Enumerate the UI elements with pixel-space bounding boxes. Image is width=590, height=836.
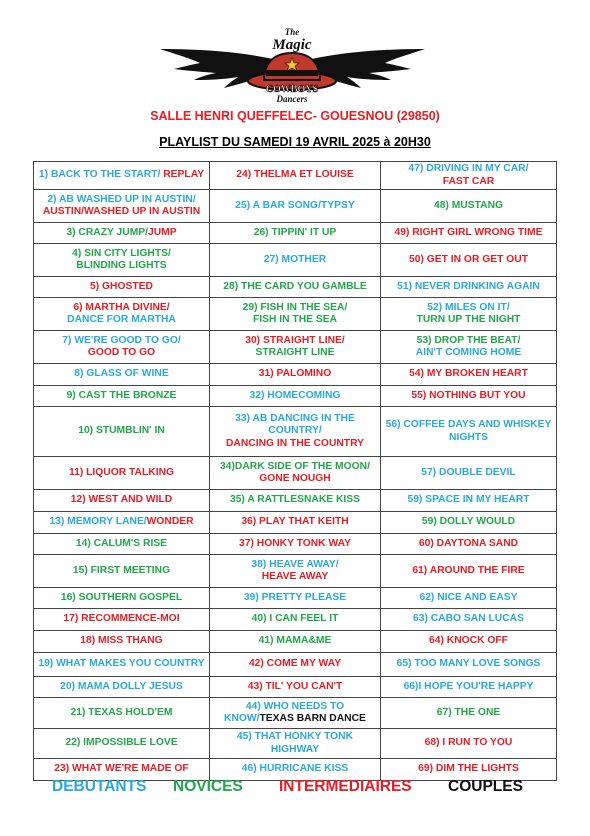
song-title-segment: 4) SIN CITY LIGHTS/ bbox=[72, 247, 171, 259]
playlist-row bbox=[34, 298, 557, 331]
playlist-cell bbox=[210, 555, 381, 588]
playlist-cell bbox=[210, 698, 381, 729]
playlist-cell bbox=[210, 490, 381, 512]
logo-text-cowboys: COWBOYS bbox=[265, 84, 319, 95]
playlist-cell bbox=[381, 555, 557, 588]
logo-text-the: The bbox=[284, 27, 300, 37]
song-title-segment: 2) AB WASHED UP IN AUSTIN/ bbox=[47, 193, 196, 205]
playlist-cell bbox=[210, 512, 381, 534]
song-title-segment: 55) NOTHING BUT YOU bbox=[411, 389, 526, 401]
playlist-cell bbox=[34, 677, 210, 698]
song-title-segment: 13) MEMORY LANE/ bbox=[49, 516, 147, 528]
song-title-segment: 20) MAMA DOLLY JESUS bbox=[60, 680, 183, 692]
playlist-cell bbox=[34, 331, 210, 364]
song-title-segment: AUSTIN/WASHED UP IN AUSTIN bbox=[42, 206, 201, 217]
song-title-segment: REPLAY bbox=[163, 169, 205, 181]
song-title-segment: 43) TIL' YOU CAN'T bbox=[247, 680, 343, 692]
song-title-segment: HIGHWAY bbox=[270, 743, 320, 755]
playlist-row bbox=[34, 190, 557, 223]
playlist-row bbox=[34, 386, 557, 407]
song-title-segment: DANCING IN THE COUNTRY bbox=[225, 437, 365, 449]
playlist-cell bbox=[381, 386, 557, 407]
playlist-cell bbox=[34, 609, 210, 631]
playlist-cell bbox=[210, 407, 381, 457]
playlist-cell bbox=[210, 677, 381, 698]
playlist-row bbox=[34, 631, 557, 653]
playlist-row bbox=[34, 729, 557, 759]
playlist-cell bbox=[381, 609, 557, 631]
playlist-cell bbox=[210, 331, 381, 364]
song-title-segment: 35) A RATTLESNAKE KISS bbox=[229, 494, 361, 506]
song-title-segment: 15) FIRST MEETING bbox=[72, 564, 171, 576]
playlist-cell bbox=[381, 653, 557, 677]
playlist-cell bbox=[381, 512, 557, 534]
song-title-segment: 41) MAMA&ME bbox=[258, 635, 332, 647]
playlist-cell bbox=[34, 190, 210, 223]
song-title-segment: 40) I CAN FEEL IT bbox=[251, 613, 339, 625]
song-title-segment: 17) RECOMMENCE-MOI bbox=[63, 613, 180, 625]
playlist-row bbox=[34, 331, 557, 364]
playlist-row bbox=[34, 223, 557, 244]
playlist-cell bbox=[34, 698, 210, 729]
song-title-segment: 3) CRAZY JUMP/ bbox=[66, 226, 149, 238]
song-title-segment: 47) DRIVING IN MY CAR/ bbox=[408, 163, 529, 174]
playlist-row bbox=[34, 609, 557, 631]
playlist-row bbox=[34, 490, 557, 512]
playlist-cell bbox=[210, 588, 381, 609]
song-title-segment: 51) NEVER DRINKING AGAIN bbox=[397, 280, 540, 292]
playlist-cell bbox=[34, 512, 210, 534]
song-title-segment: 46) HURRICANE KISS bbox=[241, 763, 349, 775]
song-title-segment: 28) THE CARD YOU GAMBLE bbox=[223, 280, 367, 292]
song-title-segment: COUNTRY/ bbox=[268, 425, 322, 437]
song-title-segment: 30) STRAIGHT LINE/ bbox=[245, 334, 345, 346]
playlist-row bbox=[34, 244, 557, 277]
song-title-segment: 6) MARTHA DIVINE/ bbox=[73, 301, 170, 313]
playlist-row bbox=[34, 653, 557, 677]
song-title-segment: 27) MOTHER bbox=[263, 253, 327, 265]
playlist-cell bbox=[34, 298, 210, 331]
song-title-segment: 39) PRETTY PLEASE bbox=[243, 591, 347, 603]
song-title-segment: 60) DAYTONA SAND bbox=[418, 537, 519, 549]
song-title-segment: AIN'T COMING HOME bbox=[415, 347, 522, 358]
song-title-segment: 44) WHO NEEDS TO bbox=[245, 700, 345, 712]
playlist-title bbox=[0, 135, 590, 149]
song-title-segment: 67) THE ONE bbox=[436, 706, 501, 718]
playlist-cell bbox=[210, 457, 381, 490]
playlist-cell bbox=[34, 490, 210, 512]
song-title-segment: 23) WHAT WE'RE MADE OF bbox=[54, 763, 189, 775]
playlist-row bbox=[34, 534, 557, 555]
song-title-segment: STRAIGHT LINE bbox=[255, 347, 335, 358]
playlist-cell bbox=[381, 407, 557, 457]
song-title-segment: 38) HEAVE AWAY/ bbox=[251, 558, 339, 570]
song-title-segment: 64) KNOCK OFF bbox=[429, 635, 508, 647]
playlist-cell bbox=[210, 729, 381, 759]
song-title-segment: 26) TIPPIN' IT UP bbox=[253, 226, 337, 238]
playlist-row bbox=[34, 277, 557, 298]
playlist-cell bbox=[34, 407, 210, 457]
playlist-cell bbox=[210, 298, 381, 331]
song-title-segment: 57) DOUBLE DEVIL bbox=[421, 466, 516, 478]
song-title-segment: 50) GET IN OR GET OUT bbox=[409, 253, 528, 265]
legend-novices: NOVICES bbox=[173, 778, 243, 795]
song-title-segment: 9) CAST THE BRONZE bbox=[66, 389, 177, 401]
song-title-segment: GONE NOUGH bbox=[259, 473, 331, 484]
playlist-table bbox=[33, 161, 557, 781]
song-title-segment: 25) A BAR SONG/TYPSY bbox=[235, 199, 355, 211]
song-title-segment: 45) THAT HONKY TONK bbox=[236, 731, 354, 742]
song-title-segment: 52) MILES ON IT/ bbox=[427, 301, 510, 313]
song-title-segment: GOOD TO GO bbox=[87, 347, 156, 358]
playlist-cell bbox=[34, 729, 210, 759]
song-title-segment: 36) PLAY THAT KEITH bbox=[241, 516, 349, 528]
magic-cowboys-logo bbox=[160, 25, 425, 105]
playlist-cell bbox=[210, 162, 381, 190]
legend-couples: COUPLES bbox=[448, 778, 523, 795]
song-title-segment: 49) RIGHT GIRL WRONG TIME bbox=[394, 226, 543, 238]
playlist-cell bbox=[34, 277, 210, 298]
playlist-cell bbox=[34, 244, 210, 277]
song-title-segment: 61) AROUND THE FIRE bbox=[412, 564, 525, 576]
playlist-cell bbox=[34, 555, 210, 588]
song-title-segment: 7) WE'RE GOOD TO GO/ bbox=[62, 334, 181, 346]
song-title-segment: JUMP bbox=[148, 226, 177, 238]
playlist-cell bbox=[210, 364, 381, 386]
playlist-cell bbox=[381, 331, 557, 364]
song-title-segment: 18) MISS THANG bbox=[80, 635, 163, 647]
song-title-segment: 37) HONKY TONK WAY bbox=[239, 537, 351, 549]
legend-debutants: DEBUTANTS bbox=[52, 778, 147, 795]
song-title-segment: 1) BACK TO THE START/ bbox=[38, 169, 164, 181]
song-title-segment: 33) AB DANCING IN THE bbox=[235, 412, 355, 424]
song-title-segment: 53) DROP THE BEAT/ bbox=[416, 334, 521, 346]
playlist-cell bbox=[34, 588, 210, 609]
level-legend bbox=[0, 778, 590, 798]
song-title-segment: 14) CALUM'S RISE bbox=[75, 537, 168, 549]
song-title-segment: DANCE FOR MARTHA bbox=[67, 314, 176, 325]
playlist-row bbox=[34, 162, 557, 190]
playlist-cell bbox=[210, 190, 381, 223]
song-title-segment: 10) STUMBLIN' IN bbox=[78, 425, 165, 437]
playlist-cell bbox=[381, 244, 557, 277]
song-title-segment: WONDER bbox=[146, 516, 194, 528]
playlist-cell bbox=[34, 364, 210, 386]
song-title-segment: HEAVE AWAY bbox=[261, 571, 329, 582]
song-title-segment: FISH IN THE SEA bbox=[252, 314, 338, 325]
song-title-segment: 21) TEXAS HOLD'EM bbox=[70, 706, 173, 718]
song-title-segment: FAST CAR bbox=[442, 175, 495, 187]
playlist-cell bbox=[381, 588, 557, 609]
song-title-segment: 29) FISH IN THE SEA/ bbox=[242, 301, 348, 313]
playlist-cell bbox=[381, 298, 557, 331]
playlist-cell bbox=[210, 653, 381, 677]
venue-heading: SALLE HENRI QUEFFELEC- GOUESNOU (29850) bbox=[150, 109, 440, 123]
song-title-segment: 8) GLASS OF WINE bbox=[74, 368, 169, 380]
playlist-cell bbox=[381, 223, 557, 244]
song-title-segment: 5) GHOSTED bbox=[90, 280, 153, 292]
playlist-row bbox=[34, 555, 557, 588]
song-title-segment: 66)I HOPE YOU'RE HAPPY bbox=[403, 680, 534, 692]
song-title-segment: 59) SPACE IN MY HEART bbox=[407, 494, 530, 506]
song-title-segment: 32) HOMECOMING bbox=[249, 389, 341, 401]
playlist-cell bbox=[34, 457, 210, 490]
song-title-segment: 65) TOO MANY LOVE SONGS bbox=[396, 658, 541, 670]
playlist-cell bbox=[34, 223, 210, 244]
song-title-segment: 12) WEST AND WILD bbox=[70, 494, 173, 506]
playlist-cell bbox=[210, 631, 381, 653]
playlist-cell bbox=[381, 534, 557, 555]
playlist-cell bbox=[381, 162, 557, 190]
playlist-cell bbox=[381, 190, 557, 223]
playlist-row bbox=[34, 407, 557, 457]
playlist-cell bbox=[210, 386, 381, 407]
song-title-segment: 48) MUSTANG bbox=[433, 199, 504, 211]
song-title-segment: 31) PALOMINO bbox=[258, 368, 332, 380]
song-title-segment: 62) NICE AND EASY bbox=[419, 591, 518, 603]
song-title-segment: TEXAS BARN DANCE bbox=[259, 713, 366, 724]
playlist-cell bbox=[34, 631, 210, 653]
song-title-segment: 22) IMPOSSIBLE LOVE bbox=[65, 737, 178, 749]
song-title-segment: 63) CABO SAN LUCAS bbox=[413, 613, 524, 625]
playlist-cell bbox=[210, 244, 381, 277]
playlist-cell bbox=[381, 490, 557, 512]
playlist-cell bbox=[381, 698, 557, 729]
playlist-cell bbox=[381, 631, 557, 653]
playlist-row bbox=[34, 512, 557, 534]
logo-text-dancers: Dancers bbox=[276, 94, 308, 104]
song-title-segment: TURN UP THE NIGHT bbox=[416, 314, 521, 325]
playlist-cell bbox=[210, 609, 381, 631]
song-title-segment: 54) MY BROKEN HEART bbox=[409, 368, 528, 380]
song-title-segment: 11) LIQUOR TALKING bbox=[68, 466, 175, 478]
song-title-segment: 24) THELMA ET LOUISE bbox=[236, 169, 354, 181]
song-title-segment: 16) SOUTHERN GOSPEL bbox=[60, 591, 183, 603]
song-title-segment: 42) COME MY WAY bbox=[248, 658, 342, 670]
playlist-row bbox=[34, 588, 557, 609]
playlist-table-body bbox=[34, 162, 557, 781]
song-title-segment: NIGHTS bbox=[449, 431, 488, 443]
playlist-cell bbox=[34, 534, 210, 555]
playlist-cell bbox=[34, 386, 210, 407]
playlist-cell bbox=[381, 364, 557, 386]
playlist-cell bbox=[210, 277, 381, 298]
logo-text-magic: Magic bbox=[272, 37, 312, 53]
song-title-segment: 69) DIM THE LIGHTS bbox=[418, 763, 519, 775]
playlist-cell bbox=[34, 653, 210, 677]
playlist-cell bbox=[210, 534, 381, 555]
playlist-cell bbox=[381, 677, 557, 698]
song-title-segment: 68) I RUN TO YOU bbox=[424, 737, 513, 749]
playlist-title-text: PLAYLIST DU SAMEDI 19 AVRIL 2025 à 20H30 bbox=[159, 135, 431, 149]
playlist-cell bbox=[34, 162, 210, 190]
playlist-cell bbox=[381, 277, 557, 298]
song-title-segment: 19) WHAT MAKES YOU COUNTRY bbox=[38, 658, 205, 670]
playlist-row bbox=[34, 457, 557, 490]
song-title-segment: 34)DARK SIDE OF THE MOON/ bbox=[220, 460, 370, 472]
song-title-segment: 59) DOLLY WOULD bbox=[421, 516, 516, 528]
legend-intermediaires: INTERMEDIAIRES bbox=[279, 778, 412, 795]
song-title-segment: 56) COFFEE DAYS AND WHISKEY bbox=[385, 419, 552, 430]
playlist-cell bbox=[381, 457, 557, 490]
playlist-row bbox=[34, 364, 557, 386]
playlist-row bbox=[34, 698, 557, 729]
song-title-segment: BLINDING LIGHTS bbox=[76, 260, 167, 271]
playlist-cell bbox=[381, 729, 557, 759]
playlist-cell bbox=[210, 223, 381, 244]
playlist-row bbox=[34, 677, 557, 698]
song-title-segment: KNOW/ bbox=[224, 713, 260, 724]
